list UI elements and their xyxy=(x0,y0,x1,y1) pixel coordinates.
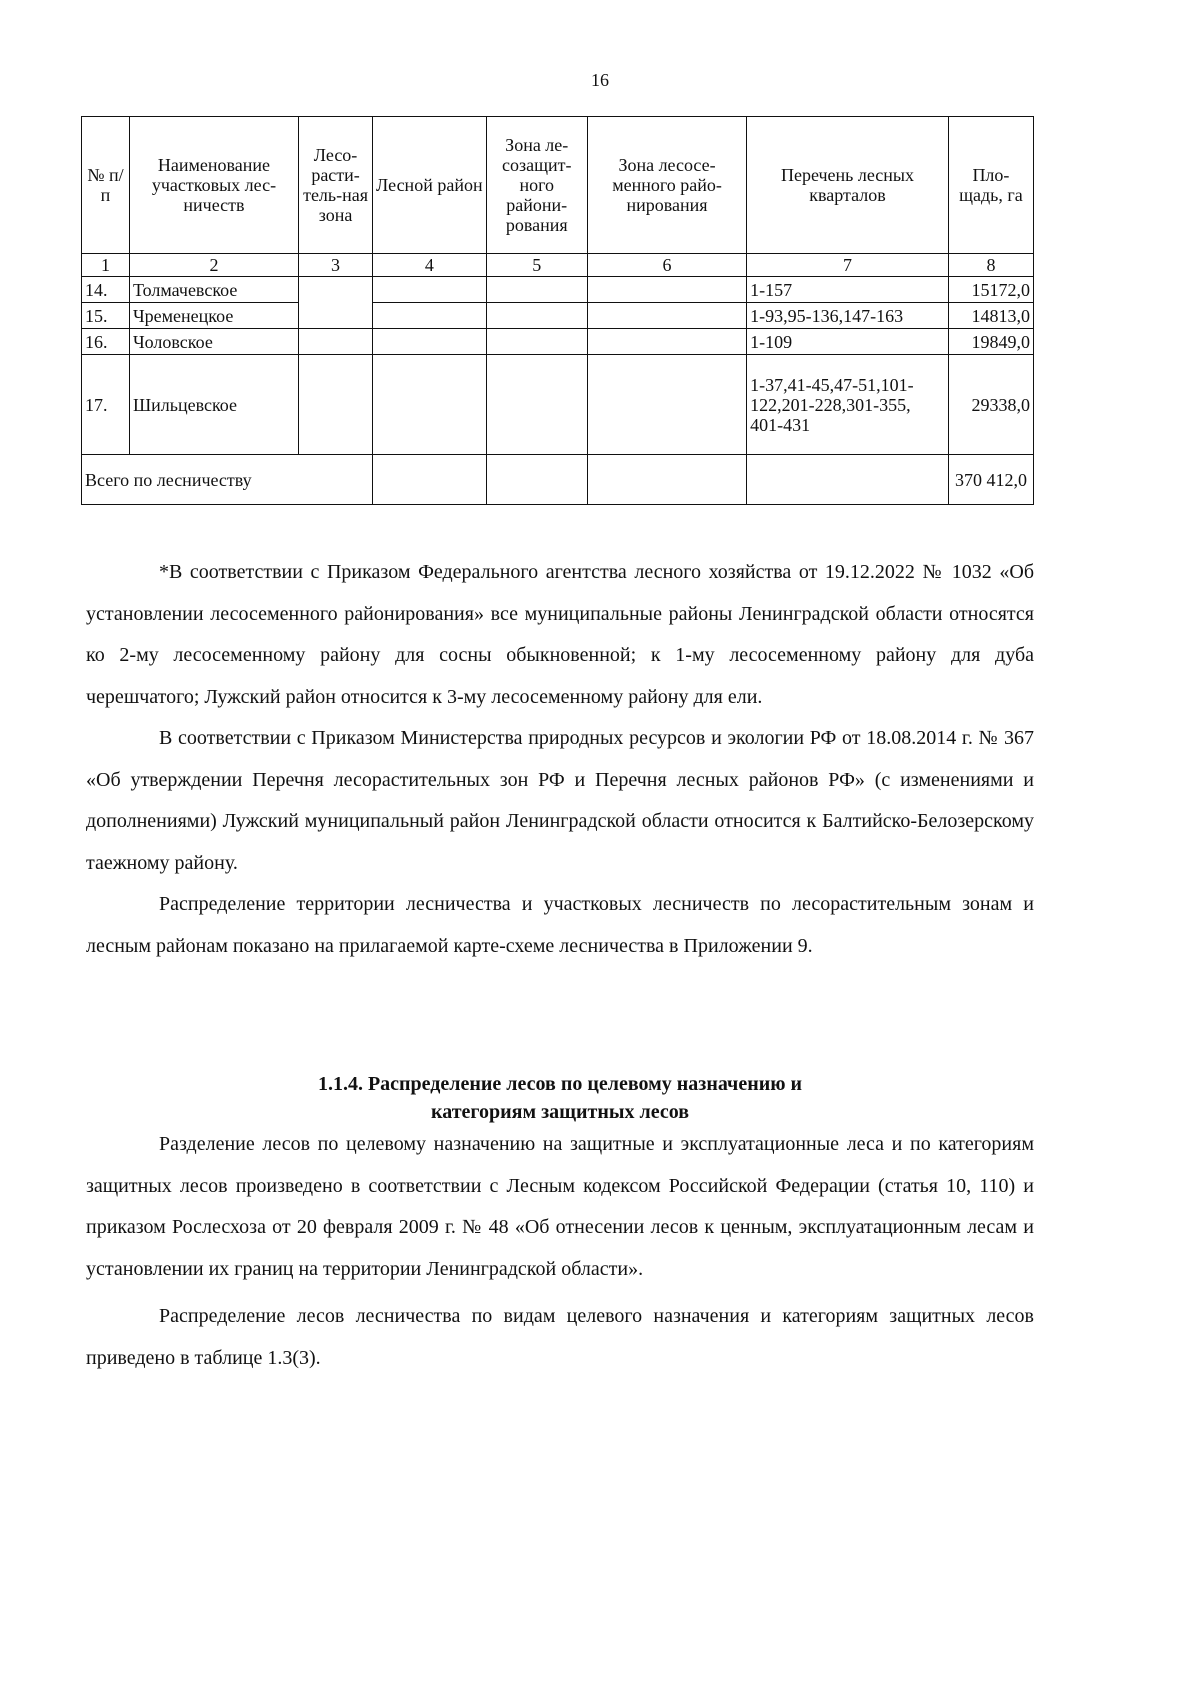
header-cell: Зона лесосе-менного райо-нирования xyxy=(587,117,746,254)
empty-cell xyxy=(486,277,587,303)
row-number: 16. xyxy=(82,329,130,355)
page-number: 16 xyxy=(591,70,609,90)
body-text-lower xyxy=(86,1124,1034,1379)
header-cell: Наименование участковых лес-ничеств xyxy=(129,117,298,254)
row-name: Шильцевское xyxy=(129,355,298,455)
empty-cell xyxy=(373,329,486,355)
row-quarters: 1-37,41-45,47-51,101-122,201-228,301-355, 401-431 xyxy=(747,355,949,455)
header-cell: Пло-щадь, га xyxy=(948,117,1033,254)
row-area: 15172,0 xyxy=(948,277,1033,303)
empty-cell xyxy=(298,303,372,329)
empty-cell xyxy=(587,277,746,303)
empty-cell xyxy=(298,277,372,303)
empty-cell xyxy=(587,355,746,455)
table-row xyxy=(82,277,1034,303)
empty-cell xyxy=(298,329,372,355)
section-heading-line: категориям защитных лесов xyxy=(430,1101,689,1123)
paragraph: В соответствии с Приказом Министерства природных ресурсов и экологии РФ от 18.08.2014 г. № 367 «Об утверждении Перечня лесорастительных зон РФ и Перечня лесных районов РФ» (с изменениями и дополнениями) Лужский муниципальный район Ленинградской области относится к Балтийско-Белозерскому таежному району. xyxy=(86,727,1034,874)
column-number: 6 xyxy=(587,254,746,277)
forestry-table xyxy=(81,116,1034,505)
header-cell: Лесной район xyxy=(373,117,486,254)
row-quarters: 1-93,95-136,147-163 xyxy=(747,303,949,329)
column-number: 5 xyxy=(486,254,587,277)
paragraph: Распределение лесов лесничества по видам целевого назначения и категориям защитных лесов приведено в таблице 1.3(3). xyxy=(86,1305,1034,1369)
empty-cell xyxy=(298,355,372,455)
empty-cell xyxy=(587,455,746,505)
header-cell: Зона ле-созащит-ного райони-рования xyxy=(486,117,587,254)
column-number: 8 xyxy=(948,254,1033,277)
empty-cell xyxy=(747,455,949,505)
empty-cell xyxy=(373,277,486,303)
row-name: Толмачевское xyxy=(129,277,298,303)
table-row xyxy=(82,329,1034,355)
row-quarters: 1-157 xyxy=(747,277,949,303)
column-number: 2 xyxy=(129,254,298,277)
header-cell: Лесо-расти-тель-ная зона xyxy=(298,117,372,254)
empty-cell xyxy=(373,455,486,505)
header-cell: № п/п xyxy=(82,117,130,254)
paragraph: *В соответствии с Приказом Федерального агентства лесного хозяйства от 19.12.2022 № 1032 «Об установлении лесосеменного районирования» все муниципальные районы Ленинградской области относятся ко 2-му лесосеменному району для сосны обыкновенной; к 1-му лесосеменному району для дуба черешчатого; Лужский район относится к 3-му лесосеменному району для ели. xyxy=(86,561,1034,708)
row-number: 14. xyxy=(82,277,130,303)
column-number-row xyxy=(82,254,1034,277)
row-name: Чременецкое xyxy=(129,303,298,329)
paragraph: Распределение территории лесничества и участковых лесничеств по лесорастительным зонам и лесным районам показано на прилагаемой карте-схеме лесничества в Приложении 9. xyxy=(86,893,1034,957)
table-total-row xyxy=(82,455,1034,505)
row-number: 15. xyxy=(82,303,130,329)
section-heading-line: 1.1.4. Распределение лесов по целевому назначению и xyxy=(317,1073,803,1095)
column-number: 1 xyxy=(82,254,130,277)
row-name: Чоловское xyxy=(129,329,298,355)
total-area: 370 412,0 xyxy=(948,455,1033,505)
column-number: 4 xyxy=(373,254,486,277)
empty-cell xyxy=(486,355,587,455)
row-quarters: 1-109 xyxy=(747,329,949,355)
empty-cell xyxy=(486,329,587,355)
header-cell: Перечень лесных кварталов xyxy=(747,117,949,254)
row-area: 19849,0 xyxy=(948,329,1033,355)
body-text-upper xyxy=(86,552,1034,967)
empty-cell xyxy=(587,329,746,355)
table-row xyxy=(82,303,1034,329)
column-number: 3 xyxy=(298,254,372,277)
table-header-row xyxy=(82,117,1034,254)
row-area: 29338,0 xyxy=(948,355,1033,455)
section-heading xyxy=(86,1070,1034,1126)
paragraph: Разделение лесов по целевому назначению на защитные и эксплуатационные леса и по категориям защитных лесов произведено в соответствии с Лесным кодексом Российской Федерации (статья 10, 110) и приказом Рослесхоза от 20 февраля 2009 г. № 48 «Об отнесении лесов к ценным, эксплуатационным лесам и установлении их границ на территории Ленинградской области». xyxy=(86,1133,1034,1280)
total-label: Всего по лесничеству xyxy=(82,455,373,505)
empty-cell xyxy=(587,303,746,329)
empty-cell xyxy=(373,303,486,329)
empty-cell xyxy=(486,303,587,329)
row-area: 14813,0 xyxy=(948,303,1033,329)
row-number: 17. xyxy=(82,355,130,455)
empty-cell xyxy=(486,455,587,505)
empty-cell xyxy=(373,355,486,455)
column-number: 7 xyxy=(747,254,949,277)
table-row xyxy=(82,355,1034,455)
